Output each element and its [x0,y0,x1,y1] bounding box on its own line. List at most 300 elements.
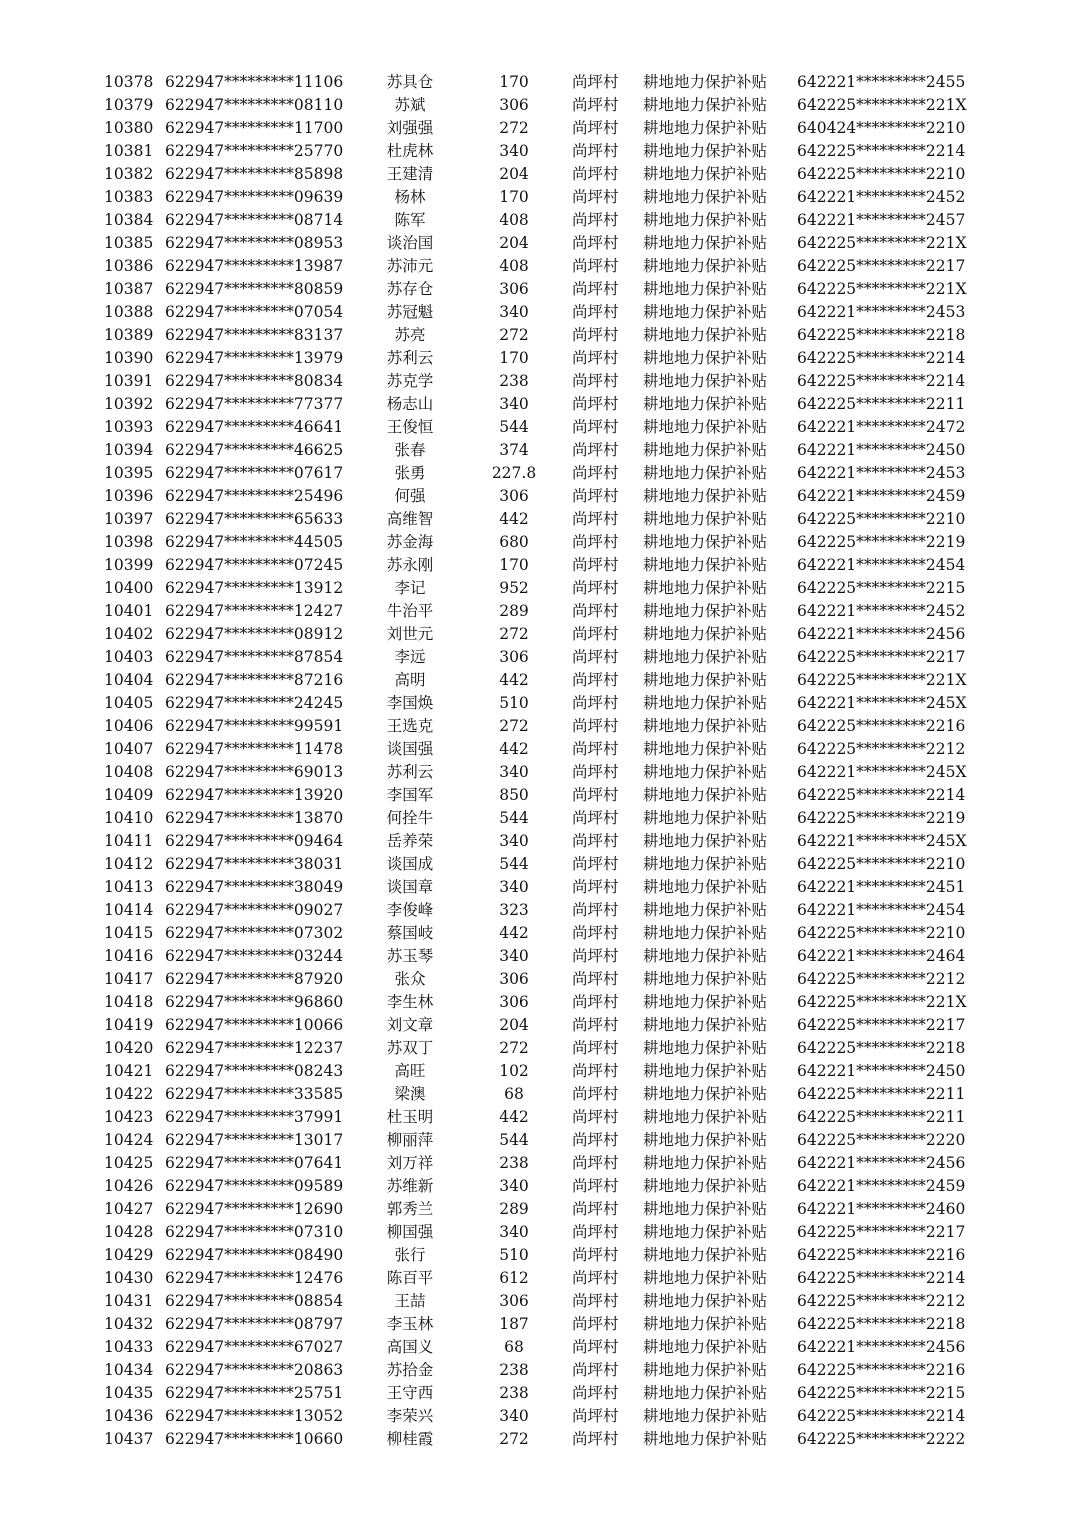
person-name: 苏利云 [386,763,434,781]
serial-number: 10414 [104,901,154,919]
id-number: 642225*********2214 [797,142,966,160]
id-number: 642225*********221X [797,234,967,252]
subsidy-amount: 850 [499,786,529,804]
bank-account: 622947*********07310 [165,1223,344,1241]
subsidy-amount: 306 [499,1292,529,1310]
id-number: 642221*********2459 [797,487,966,505]
village-name: 尚坪村 [572,648,619,666]
person-name: 苏维新 [386,1177,434,1195]
person-name: 柳桂霞 [386,1430,434,1448]
serial-number: 10381 [104,142,154,160]
subsidy-type: 耕地地力保护补贴 [643,1430,768,1448]
id-number: 642221*********2472 [797,418,966,436]
subsidy-type: 耕地地力保护补贴 [643,1338,768,1356]
id-number: 640424*********2210 [797,119,966,137]
village-name: 尚坪村 [572,1407,619,1425]
subsidy-amount: 510 [499,694,529,712]
person-name: 苏双丁 [386,1039,434,1057]
subsidy-type: 耕地地力保护补贴 [643,1292,768,1310]
serial-number: 10397 [104,510,154,528]
subsidy-amount: 238 [499,372,529,390]
subsidy-type: 耕地地力保护补贴 [643,234,768,252]
table-row [0,232,1074,255]
bank-account: 622947*********12237 [165,1039,344,1057]
bank-account: 622947*********09589 [165,1177,344,1195]
person-name: 谈国强 [386,740,434,758]
subsidy-type: 耕地地力保护补贴 [643,1108,768,1126]
subsidy-amount: 340 [499,832,529,850]
table-row [0,1428,1074,1451]
table-row [0,600,1074,623]
serial-number: 10405 [104,694,154,712]
subsidy-amount: 340 [499,1223,529,1241]
bank-account: 622947*********46625 [165,441,344,459]
subsidy-type: 耕地地力保护补贴 [643,395,768,413]
bank-account: 622947*********24245 [165,694,344,712]
subsidy-type: 耕地地力保护补贴 [643,1407,768,1425]
table-row [0,393,1074,416]
subsidy-amount: 544 [499,418,529,436]
id-number: 642221*********2464 [797,947,966,965]
id-number: 642225*********2217 [797,257,966,275]
village-name: 尚坪村 [572,1246,619,1264]
id-number: 642225*********2214 [797,786,966,804]
person-name: 何强 [394,487,426,505]
table-row [0,117,1074,140]
subsidy-amount: 306 [499,96,529,114]
bank-account: 622947*********87920 [165,970,344,988]
person-name: 刘万祥 [386,1154,434,1172]
subsidy-amount: 272 [499,717,529,735]
table-row [0,945,1074,968]
serial-number: 10399 [104,556,154,574]
village-name: 尚坪村 [572,372,619,390]
subsidy-type: 耕地地力保护补贴 [643,878,768,896]
serial-number: 10436 [104,1407,154,1425]
person-name: 王守西 [386,1384,434,1402]
table-row [0,140,1074,163]
id-number: 642225*********2218 [797,1315,966,1333]
person-name: 苏冠魁 [386,303,434,321]
subsidy-type: 耕地地力保护补贴 [643,1384,768,1402]
subsidy-type: 耕地地力保护补贴 [643,993,768,1011]
id-number: 642225*********2214 [797,1269,966,1287]
table-row [0,71,1074,94]
person-name: 高国义 [386,1338,434,1356]
person-name: 刘强强 [386,119,434,137]
bank-account: 622947*********08490 [165,1246,344,1264]
bank-account: 622947*********25770 [165,142,344,160]
table-row [0,301,1074,324]
village-name: 尚坪村 [572,349,619,367]
subsidy-type: 耕地地力保护补贴 [643,188,768,206]
table-row [0,1060,1074,1083]
id-number: 642221*********2453 [797,464,966,482]
serial-number: 10412 [104,855,154,873]
subsidy-amount: 544 [499,1131,529,1149]
person-name: 柳国强 [386,1223,434,1241]
subsidy-type: 耕地地力保护补贴 [643,625,768,643]
village-name: 尚坪村 [572,993,619,1011]
serial-number: 10420 [104,1039,154,1057]
village-name: 尚坪村 [572,1085,619,1103]
person-name: 牛治平 [386,602,434,620]
person-name: 谈国成 [386,855,434,873]
id-number: 642221*********245X [797,763,967,781]
bank-account: 622947*********12427 [165,602,344,620]
village-name: 尚坪村 [572,602,619,620]
subsidy-type: 耕地地力保护补贴 [643,579,768,597]
bank-account: 622947*********77377 [165,395,344,413]
table-row [0,370,1074,393]
table-row [0,439,1074,462]
bank-account: 622947*********25496 [165,487,344,505]
subsidy-amount: 442 [499,924,529,942]
table-row [0,1014,1074,1037]
village-name: 尚坪村 [572,855,619,873]
id-number: 642221*********2457 [797,211,966,229]
subsidy-type: 耕地地力保护补贴 [643,809,768,827]
serial-number: 10386 [104,257,154,275]
subsidy-type: 耕地地力保护补贴 [643,510,768,528]
subsidy-amount: 306 [499,280,529,298]
village-name: 尚坪村 [572,142,619,160]
id-number: 642221*********2460 [797,1200,966,1218]
bank-account: 622947*********11106 [165,73,344,91]
id-number: 642225*********2216 [797,1246,966,1264]
id-number: 642221*********2450 [797,1062,966,1080]
person-name: 李远 [394,648,426,666]
table-row [0,1152,1074,1175]
id-number: 642225*********2216 [797,717,966,735]
subsidy-type: 耕地地力保护补贴 [643,924,768,942]
person-name: 苏金海 [386,533,434,551]
serial-number: 10398 [104,533,154,551]
village-name: 尚坪村 [572,510,619,528]
serial-number: 10415 [104,924,154,942]
bank-account: 622947*********09464 [165,832,344,850]
village-name: 尚坪村 [572,556,619,574]
subsidy-amount: 170 [499,73,529,91]
subsidy-type: 耕地地力保护补贴 [643,372,768,390]
serial-number: 10428 [104,1223,154,1241]
person-name: 苏斌 [394,96,426,114]
table-row [0,209,1074,232]
subsidy-amount: 340 [499,395,529,413]
bank-account: 622947*********20863 [165,1361,344,1379]
serial-number: 10426 [104,1177,154,1195]
village-name: 尚坪村 [572,786,619,804]
id-number: 642225*********2219 [797,533,966,551]
person-name: 谈治国 [386,234,434,252]
id-number: 642225*********2217 [797,1016,966,1034]
person-name: 李国军 [386,786,434,804]
table-row [0,577,1074,600]
serial-number: 10423 [104,1108,154,1126]
person-name: 王俊恒 [386,418,434,436]
id-number: 642225*********2211 [797,1108,966,1126]
bank-account: 622947*********13979 [165,349,344,367]
subsidy-amount: 442 [499,671,529,689]
serial-number: 10401 [104,602,154,620]
table-row [0,853,1074,876]
id-number: 642221*********2456 [797,1154,966,1172]
table-row [0,1359,1074,1382]
person-name: 高旺 [394,1062,426,1080]
person-name: 柳丽萍 [386,1131,434,1149]
id-number: 642225*********221X [797,96,967,114]
person-name: 王选克 [386,717,434,735]
village-name: 尚坪村 [572,1039,619,1057]
id-number: 642225*********221X [797,671,967,689]
id-number: 642221*********2456 [797,1338,966,1356]
subsidy-type: 耕地地力保护补贴 [643,441,768,459]
bank-account: 622947*********11478 [165,740,344,758]
serial-number: 10394 [104,441,154,459]
person-name: 苏克学 [386,372,434,390]
subsidy-type: 耕地地力保护补贴 [643,487,768,505]
subsidy-type: 耕地地力保护补贴 [643,947,768,965]
serial-number: 10425 [104,1154,154,1172]
subsidy-amount: 680 [499,533,529,551]
subsidy-type: 耕地地力保护补贴 [643,349,768,367]
subsidy-amount: 340 [499,763,529,781]
table-row [0,807,1074,830]
village-name: 尚坪村 [572,1292,619,1310]
subsidy-amount: 204 [499,1016,529,1034]
serial-number: 10403 [104,648,154,666]
village-name: 尚坪村 [572,1154,619,1172]
subsidy-amount: 272 [499,326,529,344]
person-name: 王喆 [394,1292,426,1310]
table-row [0,554,1074,577]
serial-number: 10391 [104,372,154,390]
village-name: 尚坪村 [572,947,619,965]
bank-account: 622947*********10660 [165,1430,344,1448]
id-number: 642225*********2214 [797,1407,966,1425]
person-name: 谈国章 [386,878,434,896]
table-row [0,1129,1074,1152]
serial-number: 10379 [104,96,154,114]
table-row [0,1405,1074,1428]
table-row [0,623,1074,646]
serial-number: 10421 [104,1062,154,1080]
bank-account: 622947*********08714 [165,211,344,229]
serial-number: 10389 [104,326,154,344]
serial-number: 10384 [104,211,154,229]
table-row [0,1083,1074,1106]
person-name: 杜玉明 [386,1108,434,1126]
person-name: 岳养荣 [386,832,434,850]
village-name: 尚坪村 [572,625,619,643]
id-number: 642225*********2210 [797,924,966,942]
person-name: 苏拾金 [386,1361,434,1379]
subsidy-type: 耕地地力保护补贴 [643,211,768,229]
subsidy-amount: 952 [499,579,529,597]
subsidy-amount: 340 [499,878,529,896]
bank-account: 622947*********13987 [165,257,344,275]
table-row [0,646,1074,669]
subsidy-amount: 408 [499,257,529,275]
table-row [0,830,1074,853]
serial-number: 10408 [104,763,154,781]
subsidy-amount: 68 [504,1338,524,1356]
serial-number: 10393 [104,418,154,436]
subsidy-amount: 340 [499,303,529,321]
subsidy-type: 耕地地力保护补贴 [643,1131,768,1149]
table-row [0,1336,1074,1359]
bank-account: 622947*********12476 [165,1269,344,1287]
serial-number: 10392 [104,395,154,413]
subsidy-type: 耕地地力保护补贴 [643,280,768,298]
table-row [0,1221,1074,1244]
serial-number: 10424 [104,1131,154,1149]
person-name: 张行 [394,1246,426,1264]
person-name: 苏利云 [386,349,434,367]
bank-account: 622947*********80859 [165,280,344,298]
village-name: 尚坪村 [572,1338,619,1356]
village-name: 尚坪村 [572,832,619,850]
table-row [0,899,1074,922]
subsidy-type: 耕地地力保护补贴 [643,1154,768,1172]
serial-number: 10410 [104,809,154,827]
subsidy-amount: 238 [499,1154,529,1172]
subsidy-amount: 340 [499,947,529,965]
bank-account: 622947*********80834 [165,372,344,390]
bank-account: 622947*********07245 [165,556,344,574]
id-number: 642225*********2216 [797,1361,966,1379]
bank-account: 622947*********10066 [165,1016,344,1034]
id-number: 642221*********2453 [797,303,966,321]
person-name: 苏沛元 [386,257,434,275]
village-name: 尚坪村 [572,1384,619,1402]
subsidy-type: 耕地地力保护补贴 [643,1085,768,1103]
table-row [0,876,1074,899]
id-number: 642225*********2211 [797,1085,966,1103]
id-number: 642221*********2450 [797,441,966,459]
bank-account: 622947*********08110 [165,96,344,114]
subsidy-amount: 544 [499,809,529,827]
person-name: 苏亮 [394,326,426,344]
subsidy-amount: 204 [499,165,529,183]
subsidy-amount: 323 [499,901,529,919]
village-name: 尚坪村 [572,464,619,482]
subsidy-amount: 170 [499,556,529,574]
bank-account: 622947*********11700 [165,119,344,137]
person-name: 李生林 [386,993,434,1011]
id-number: 642225*********2219 [797,809,966,827]
person-name: 苏具仓 [386,73,434,91]
person-name: 李玉林 [386,1315,434,1333]
table-row [0,324,1074,347]
village-name: 尚坪村 [572,924,619,942]
village-name: 尚坪村 [572,671,619,689]
village-name: 尚坪村 [572,1361,619,1379]
serial-number: 10430 [104,1269,154,1287]
id-number: 642225*********2218 [797,326,966,344]
subsidy-amount: 408 [499,211,529,229]
bank-account: 622947*********46641 [165,418,344,436]
village-name: 尚坪村 [572,579,619,597]
village-name: 尚坪村 [572,901,619,919]
id-number: 642221*********245X [797,832,967,850]
table-row [0,186,1074,209]
serial-number: 10406 [104,717,154,735]
id-number: 642225*********2212 [797,1292,966,1310]
village-name: 尚坪村 [572,694,619,712]
subsidy-amount: 340 [499,142,529,160]
id-number: 642225*********2217 [797,1223,966,1241]
table-row [0,255,1074,278]
table-row [0,1106,1074,1129]
subsidy-type: 耕地地力保护补贴 [643,73,768,91]
subsidy-type: 耕地地力保护补贴 [643,832,768,850]
serial-number: 10432 [104,1315,154,1333]
serial-number: 10434 [104,1361,154,1379]
subsidy-amount: 306 [499,970,529,988]
village-name: 尚坪村 [572,809,619,827]
subsidy-amount: 306 [499,487,529,505]
village-name: 尚坪村 [572,303,619,321]
table-row [0,1037,1074,1060]
bank-account: 622947*********87854 [165,648,344,666]
table-row [0,163,1074,186]
serial-number: 10418 [104,993,154,1011]
village-name: 尚坪村 [572,188,619,206]
table-row [0,669,1074,692]
bank-account: 622947*********99591 [165,717,344,735]
village-name: 尚坪村 [572,211,619,229]
village-name: 尚坪村 [572,970,619,988]
bank-account: 622947*********96860 [165,993,344,1011]
person-name: 苏存仓 [386,280,434,298]
id-number: 642225*********2212 [797,970,966,988]
table-row [0,991,1074,1014]
bank-account: 622947*********44505 [165,533,344,551]
subsidy-type: 耕地地力保护补贴 [643,1016,768,1034]
id-number: 642225*********2211 [797,395,966,413]
subsidy-type: 耕地地力保护补贴 [643,648,768,666]
bank-account: 622947*********07302 [165,924,344,942]
serial-number: 10413 [104,878,154,896]
id-number: 642225*********221X [797,280,967,298]
subsidy-amount: 544 [499,855,529,873]
table-row [0,278,1074,301]
table-row [0,1382,1074,1405]
bank-account: 622947*********83137 [165,326,344,344]
serial-number: 10435 [104,1384,154,1402]
subsidy-list-table [0,71,1074,1451]
person-name: 李荣兴 [386,1407,434,1425]
id-number: 642221*********2455 [797,73,966,91]
subsidy-amount: 289 [499,1200,529,1218]
subsidy-type: 耕地地力保护补贴 [643,602,768,620]
bank-account: 622947*********13052 [165,1407,344,1425]
subsidy-type: 耕地地力保护补贴 [643,671,768,689]
village-name: 尚坪村 [572,441,619,459]
serial-number: 10387 [104,280,154,298]
subsidy-type: 耕地地力保护补贴 [643,740,768,758]
subsidy-type: 耕地地力保护补贴 [643,556,768,574]
bank-account: 622947*********08854 [165,1292,344,1310]
person-name: 张众 [394,970,426,988]
subsidy-amount: 170 [499,349,529,367]
serial-number: 10431 [104,1292,154,1310]
table-row [0,761,1074,784]
bank-account: 622947*********09639 [165,188,344,206]
id-number: 642225*********2212 [797,740,966,758]
subsidy-type: 耕地地力保护补贴 [643,1315,768,1333]
